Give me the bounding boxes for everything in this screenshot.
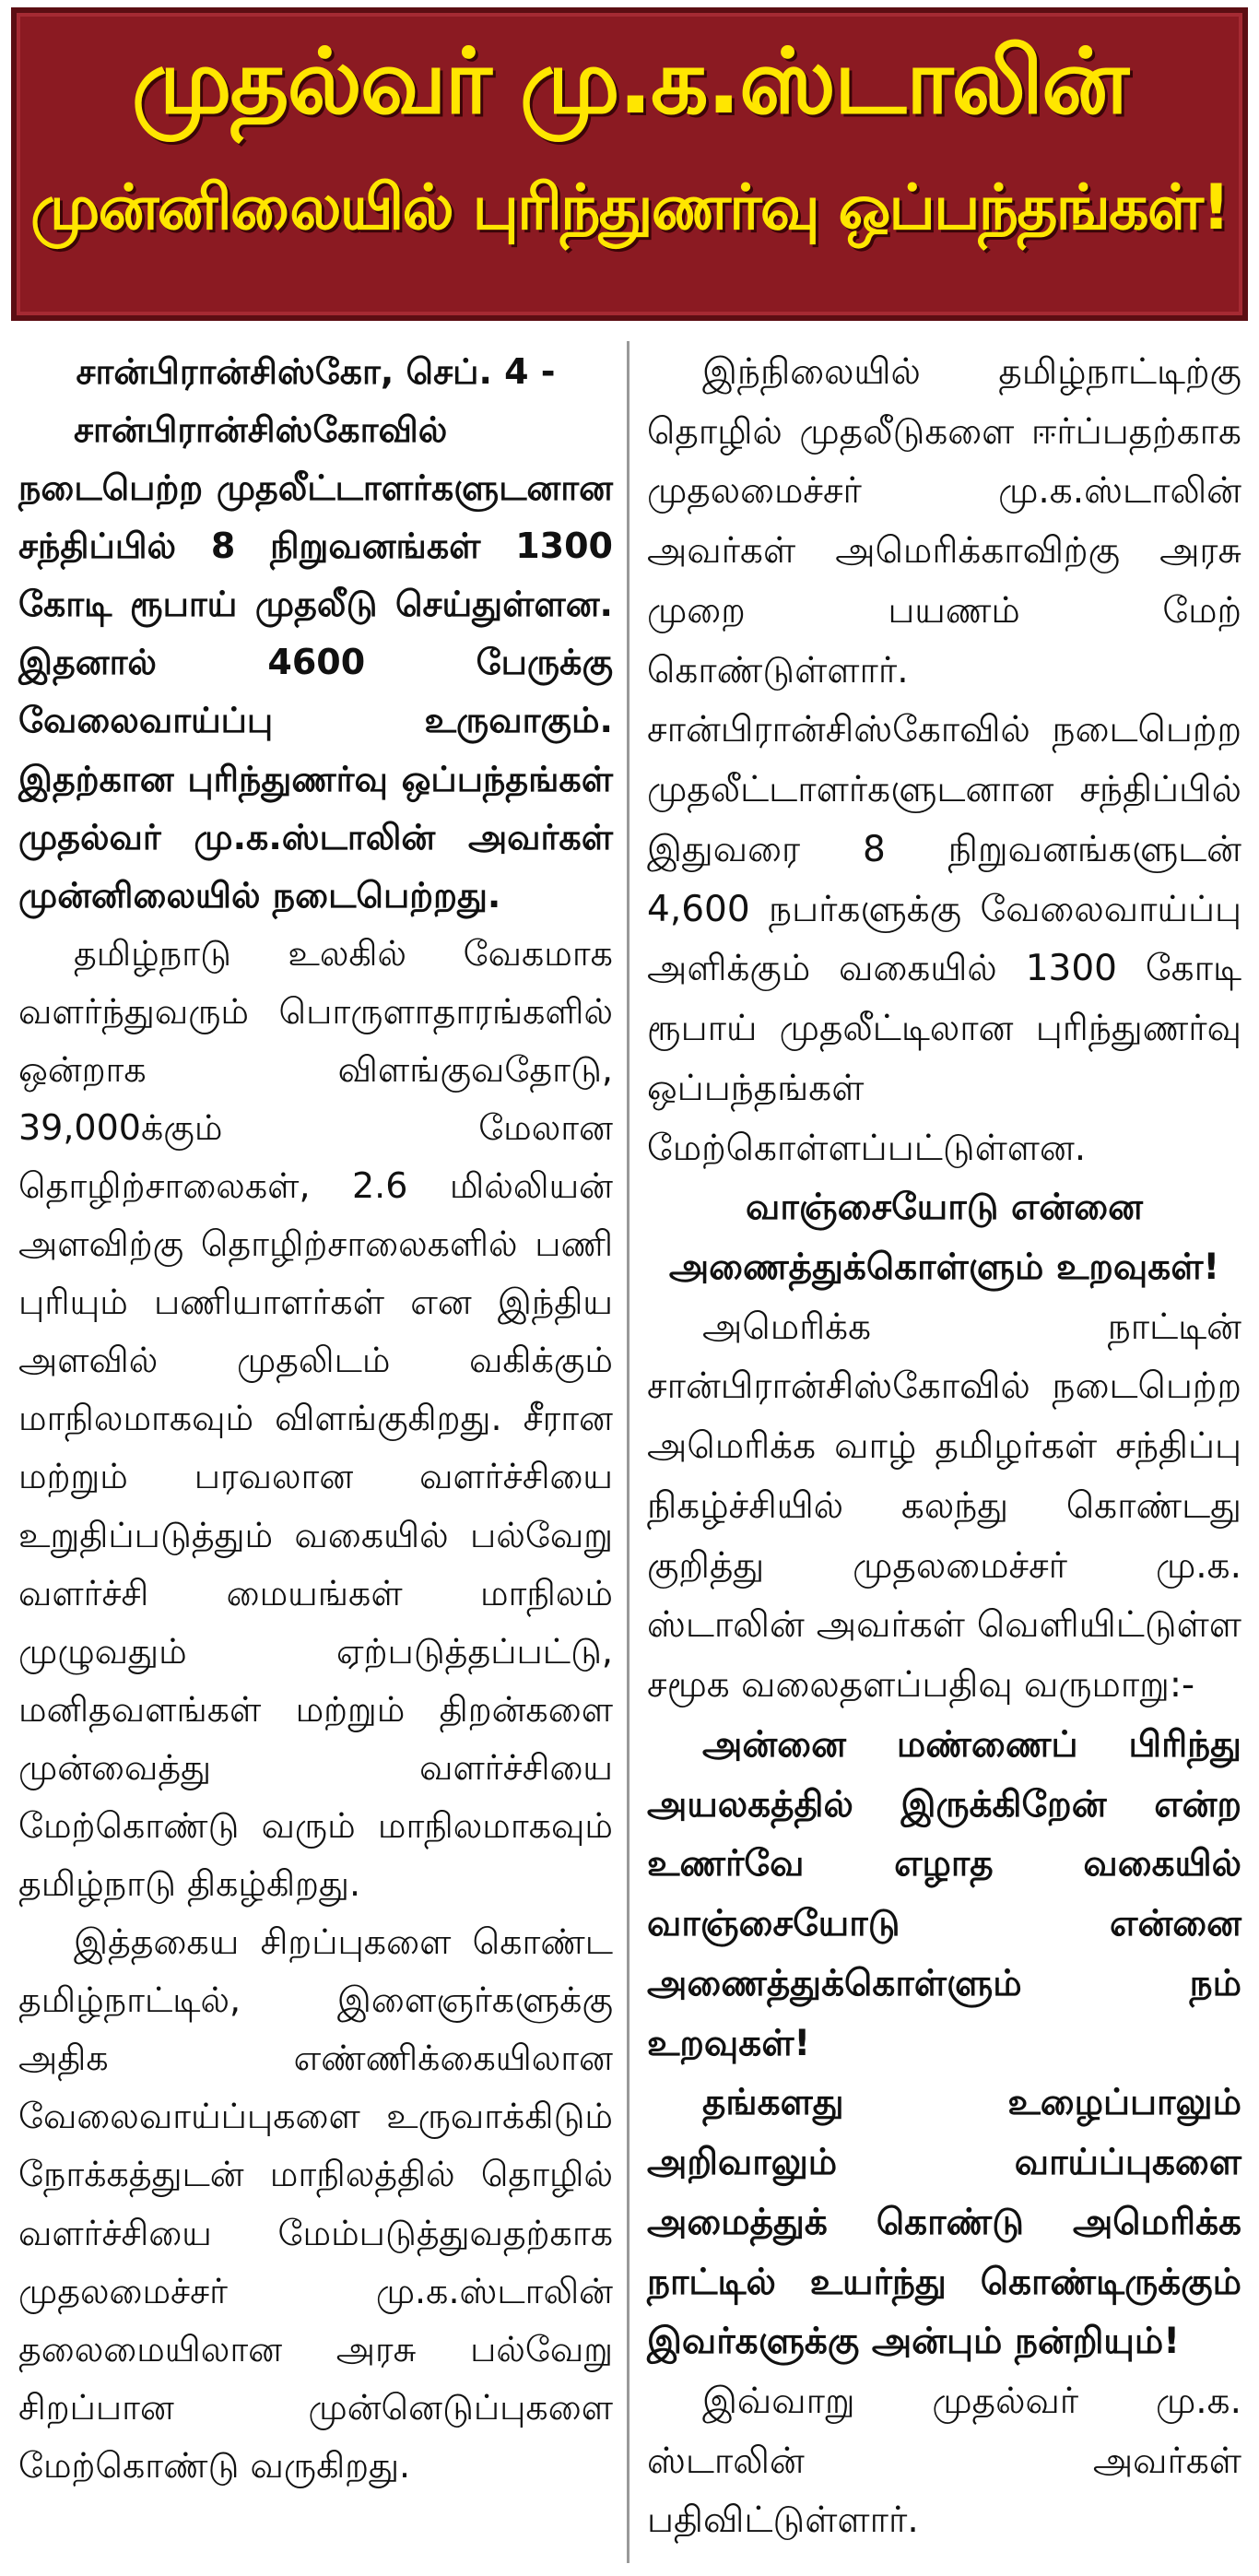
lead-paragraph: சான்பிரான்சிஸ்கோவில் நடைபெற்ற முதலீட்டாளர்களுடனான சந்திப்பில் 8 நிறுவனங்கள் 1300 கோடி ரூபாய் முதலீடு செய்துள்ளன. இதனால் 4600 பேருக்கு வேலைவாய்ப்பு உருவாகும். இதற்கான புரிந்துணர்வு ஒப்பந்தங்கள் முதல்வர் மு.க.ஸ்டாலின் அவர்கள் முன்னிலையில் நடைபெற்றது.: [18, 409, 613, 916]
column-divider: [627, 341, 630, 2563]
subheading-line-2: அணைத்துக்கொள்ளும் உறவுகள்!: [668, 1247, 1220, 1289]
quote-paragraph-1: அன்னை மண்ணைப் பிரிந்து அயலகத்தில் இருக்கிறேன் என்ற உணர்வே எழாத வகையில் வாஞ்சையோடு என்னை அணைத்துக்கொள்ளும் நம் உறவுகள்!: [647, 1723, 1241, 2064]
headline-line-1: முதல்வர் மு.க.ஸ்டாலின்: [131, 30, 1128, 135]
body-paragraph-2: இத்தகைய சிறப்புகளை கொண்ட தமிழ்நாட்டில், இளைஞர்களுக்கு அதிக எண்ணிக்கையிலான வேலைவாய்ப்புகளை உருவாக்கிடும் நோக்கத்துடன் மாநிலத்தில் தொழில் வளர்ச்சியை மேம்படுத்துவதற்காக முதலமைச்சர் மு.க.ஸ்டாலின் தலைமையிலான அரசு பல்வேறு சிறப்பான முன்னெடுப்புகளை மேற்கொண்டு வருகிறது.: [18, 1921, 613, 2486]
quote-paragraph-2: தங்களது உழைப்பாலும் அறிவாலும் வாய்ப்புகளை அமைத்துக் கொண்டு அமெரிக்க நாட்டில் உயர்ந்து கொண்டிருக்கும் இவர்களுக்கு அன்பும் நன்றியும்!: [647, 2082, 1241, 2363]
headline-banner: [11, 7, 1248, 321]
right-column: [647, 343, 1241, 2551]
closing-paragraph: இவ்வாறு முதல்வர் மு.க. ஸ்டாலின் அவர்கள் பதிவிட்டுள்ளார்.: [647, 2380, 1241, 2542]
body-paragraph-3: இந்நிலையில் தமிழ்நாட்டிற்கு தொழில் முதலீடுகளை ஈர்ப்பதற்காக முதலமைச்சர் மு.க.ஸ்டாலின் அவர்கள் அமெரிக்காவிற்கு அரசு முறை பயணம் மேற் கொண்டுள்ளார். சான்பிரான்சிஸ்கோவில் நடைபெற்ற முதலீட்டாளர்களுடனான சந்திப்பில் இதுவரை 8 நிறுவனங்களுடன் 4,600 நபர்களுக்கு வேலைவாய்ப்பு அளிக்கும் வகையில் 1300 கோடி ரூபாய் முதலீட்டிலான புரிந்துணர்வு ஒப்பந்தங்கள் மேற்கொள்ளப்பட்டுள்ளன.: [647, 351, 1241, 1169]
dateline: சான்பிரான்சிஸ்கோ, செப். 4 -: [76, 351, 556, 392]
subheading-line-1: வாஞ்சையோடு என்னை: [746, 1187, 1143, 1229]
left-column: [18, 343, 613, 2495]
body-paragraph-1: தமிழ்நாடு உலகில் வேகமாக வளர்ந்துவரும் பொருளாதாரங்களில் ஒன்றாக விளங்குவதோடு, 39,000க்கும் மேலான தொழிற்சாலைகள், 2.6 மில்லியன் அளவிற்கு தொழிற்சாலைகளில் பணி புரியும் பணியாளர்கள் என இந்திய அளவில் முதலிடம் வகிக்கும் மாநிலமாகவும் விளங்குகிறது. சீரான மற்றும் பரவலான வளர்ச்சியை உறுதிப்படுத்தும் வகையில் பல்வேறு வளர்ச்சி மையங்கள் மாநிலம் முழுவதும் ஏற்படுத்தப்பட்டு, மனிதவளங்கள் மற்றும் திறன்களை முன்வைத்து வளர்ச்சியை மேற்கொண்டு வரும் மாநிலமாகவும் தமிழ்நாடு திகழ்கிறது.: [18, 932, 613, 1905]
headline-line-2: முன்னிலையில் புரிந்துணர்வு ஒப்பந்தங்கள்!: [30, 171, 1229, 244]
body-paragraph-4: அமெரிக்க நாட்டின் சான்பிரான்சிஸ்கோவில் நடைபெற்ற அமெரிக்க வாழ் தமிழர்கள் சந்திப்பு நிகழ்ச்சியில் கலந்து கொண்டது குறித்து முதலமைச்சர் மு.க. ஸ்டாலின் அவர்கள் வெளியிட்டுள்ள சமூக வலைதளப்பதிவு வருமாறு:-: [647, 1306, 1241, 1707]
